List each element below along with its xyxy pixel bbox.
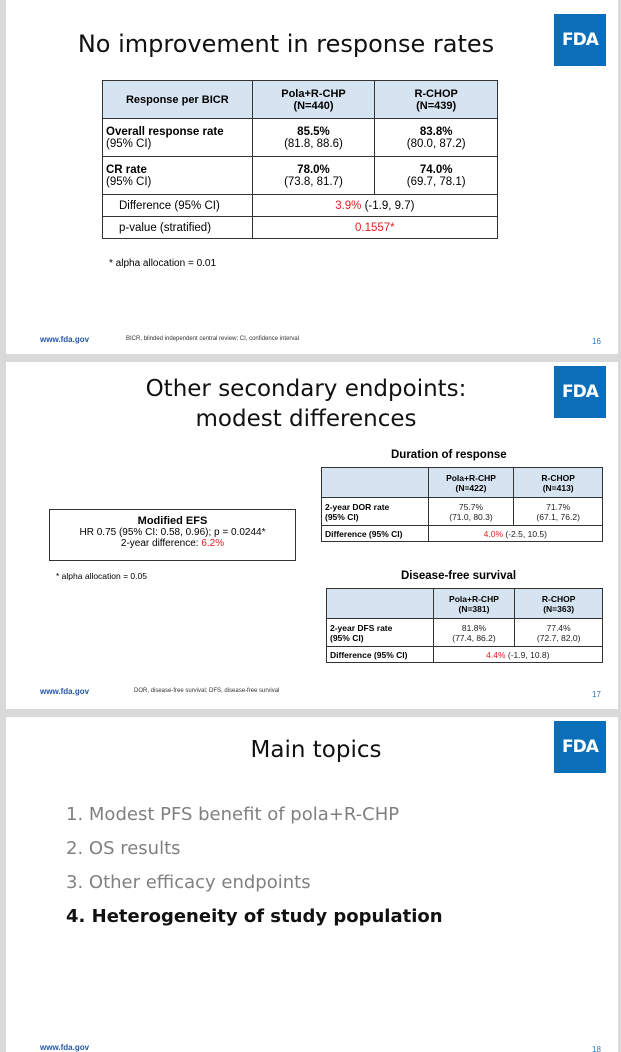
footer-url[interactable]: www.fda.gov — [40, 335, 90, 344]
efs-hr: HR 0.75 (95% CI: 0.58, 0.96); p = 0.0244* — [79, 527, 266, 538]
difference-label: Difference (95% CI) — [103, 195, 253, 217]
table-row — [103, 195, 498, 217]
slide-title: No improvement in response rates — [77, 30, 495, 58]
difference-value — [433, 647, 602, 663]
row-label-sub: (95% CI) — [106, 175, 152, 188]
table-cell — [252, 119, 375, 157]
table-cell — [375, 119, 498, 157]
footer-url[interactable]: www.fda.gov — [40, 1043, 90, 1052]
pvalue-red: 0.1557* — [355, 221, 395, 234]
difference-red: 4.0% — [483, 528, 504, 539]
dor-table — [321, 467, 603, 542]
row-label-main: 2-year DFS rate — [330, 622, 393, 633]
table-header: Response per BICR — [103, 81, 253, 119]
difference-ci: (-1.9, 10.8) — [505, 649, 550, 660]
cell-value: 85.5% — [297, 125, 330, 138]
difference-ci: (-1.9, 9.7) — [361, 199, 415, 212]
dor-heading: Duration of response — [391, 449, 507, 461]
cell-ci: (73.8, 81.7) — [284, 175, 343, 188]
cell-ci: (67.1, 76.2) — [536, 511, 580, 522]
header-line: R-CHOP — [541, 593, 576, 604]
header-line: (N=381) — [458, 603, 490, 614]
table-cell — [375, 157, 498, 195]
page-number: 17 — [592, 690, 601, 699]
table-header — [515, 589, 603, 619]
fda-logo: FDA — [554, 14, 606, 66]
row-label-sub: (95% CI) — [330, 632, 364, 643]
difference-value — [252, 195, 497, 217]
efs-difference — [50, 538, 295, 549]
header-line: (N=363) — [543, 603, 575, 614]
header-line: R-CHOP — [541, 472, 575, 483]
row-label-sub: (95% CI) — [325, 511, 359, 522]
table-row — [322, 498, 603, 526]
row-label — [322, 498, 429, 526]
slide-title — [126, 374, 486, 434]
abbreviations-note: DOR, disease-free survival; DFS, disease-free survival — [134, 688, 280, 694]
difference-red: 3.9% — [335, 199, 362, 212]
row-label — [103, 157, 253, 195]
table-header — [428, 468, 514, 498]
pvalue-label: p-value (stratified) — [103, 217, 253, 239]
table-row — [327, 647, 603, 663]
table-header — [433, 589, 515, 619]
cell-value: 78.0% — [297, 163, 330, 176]
difference-red: 4.4% — [486, 649, 506, 660]
list-item: 3. Other efficacy endpoints — [66, 872, 311, 893]
header-line: (N=440) — [293, 99, 334, 112]
fda-logo: FDA — [554, 721, 606, 773]
header-line: R-CHOP — [414, 87, 458, 100]
pvalue-value — [252, 217, 497, 239]
footer-url[interactable]: www.fda.gov — [40, 687, 90, 696]
table-header — [514, 468, 603, 498]
cell-ci: (69.7, 78.1) — [406, 175, 466, 188]
row-label-main: 2-year DOR rate — [325, 501, 390, 512]
row-label-sub: (95% CI) — [106, 137, 152, 150]
header-line: Pola+R-CHP — [449, 593, 499, 604]
header-line: (N=413) — [542, 482, 574, 493]
title-line: Other secondary endpoints: — [145, 376, 467, 402]
response-table — [102, 80, 498, 239]
cell-value: 75.7% — [458, 501, 484, 512]
efs-diff-value: 6.2% — [201, 538, 225, 549]
table-cell — [252, 157, 375, 195]
efs-diff-label: 2-year difference: — [120, 538, 202, 549]
cell-ci: (80.0, 87.2) — [406, 137, 466, 150]
header-line: Pola+R-CHP — [281, 87, 346, 100]
difference-label: Difference (95% CI) — [322, 526, 429, 542]
table-row — [103, 119, 498, 157]
cell-value: 83.8% — [419, 125, 453, 138]
cell-value: 77.4% — [546, 622, 571, 633]
cell-ci: (81.8, 88.6) — [284, 137, 343, 150]
table-cell — [433, 619, 515, 647]
table-row — [103, 157, 498, 195]
difference-ci: (-2.5, 10.5) — [503, 528, 547, 539]
table-row — [103, 217, 498, 239]
slide-16 — [6, 0, 618, 354]
list-item: 1. Modest PFS benefit of pola+R-CHP — [66, 804, 400, 825]
table-cell — [514, 498, 603, 526]
slide-title: Main topics — [250, 737, 382, 763]
footnote: * alpha allocation = 0.05 — [56, 571, 147, 581]
table-header-blank — [322, 468, 429, 498]
cell-value: 81.8% — [461, 622, 487, 633]
slide-17 — [6, 362, 618, 709]
table-header — [252, 81, 375, 119]
row-label — [103, 119, 253, 157]
list-item: 2. OS results — [66, 838, 181, 859]
efs-box — [49, 509, 296, 561]
row-label — [327, 619, 434, 647]
cell-ci: (72.7, 82.0) — [536, 632, 581, 643]
cell-value: 74.0% — [419, 163, 453, 176]
fda-logo: FDA — [554, 366, 606, 418]
table-header — [375, 81, 498, 119]
table-row — [322, 526, 603, 542]
slide-18 — [6, 717, 618, 1052]
efs-heading: Modified EFS — [137, 515, 208, 527]
topics-list — [66, 804, 443, 940]
page-number: 18 — [592, 1045, 601, 1052]
page-number: 16 — [592, 337, 601, 346]
difference-label: Difference (95% CI) — [327, 647, 434, 663]
header-line: (N=439) — [416, 99, 457, 112]
abbreviations-note: BICR, blinded independent central review; CI, confidence interval — [126, 336, 300, 342]
list-item-active: 4. Heterogeneity of study population — [66, 906, 443, 927]
header-line: (N=422) — [455, 482, 487, 493]
cell-ci: (77.4, 86.2) — [452, 632, 496, 643]
dfs-table — [326, 588, 603, 663]
header-line: Pola+R-CHP — [446, 472, 496, 483]
row-label-main: Overall response rate — [106, 125, 224, 138]
footnote: * alpha allocation = 0.01 — [109, 258, 217, 269]
title-line: modest differences — [195, 406, 417, 432]
row-label-main: CR rate — [106, 163, 147, 176]
cell-value: 71.7% — [546, 501, 571, 512]
table-cell — [428, 498, 514, 526]
table-row — [327, 619, 603, 647]
table-header-blank — [327, 589, 434, 619]
dfs-heading: Disease-free survival — [401, 570, 517, 582]
difference-value — [428, 526, 602, 542]
table-cell — [515, 619, 603, 647]
cell-ci: (71.0, 80.3) — [449, 511, 493, 522]
